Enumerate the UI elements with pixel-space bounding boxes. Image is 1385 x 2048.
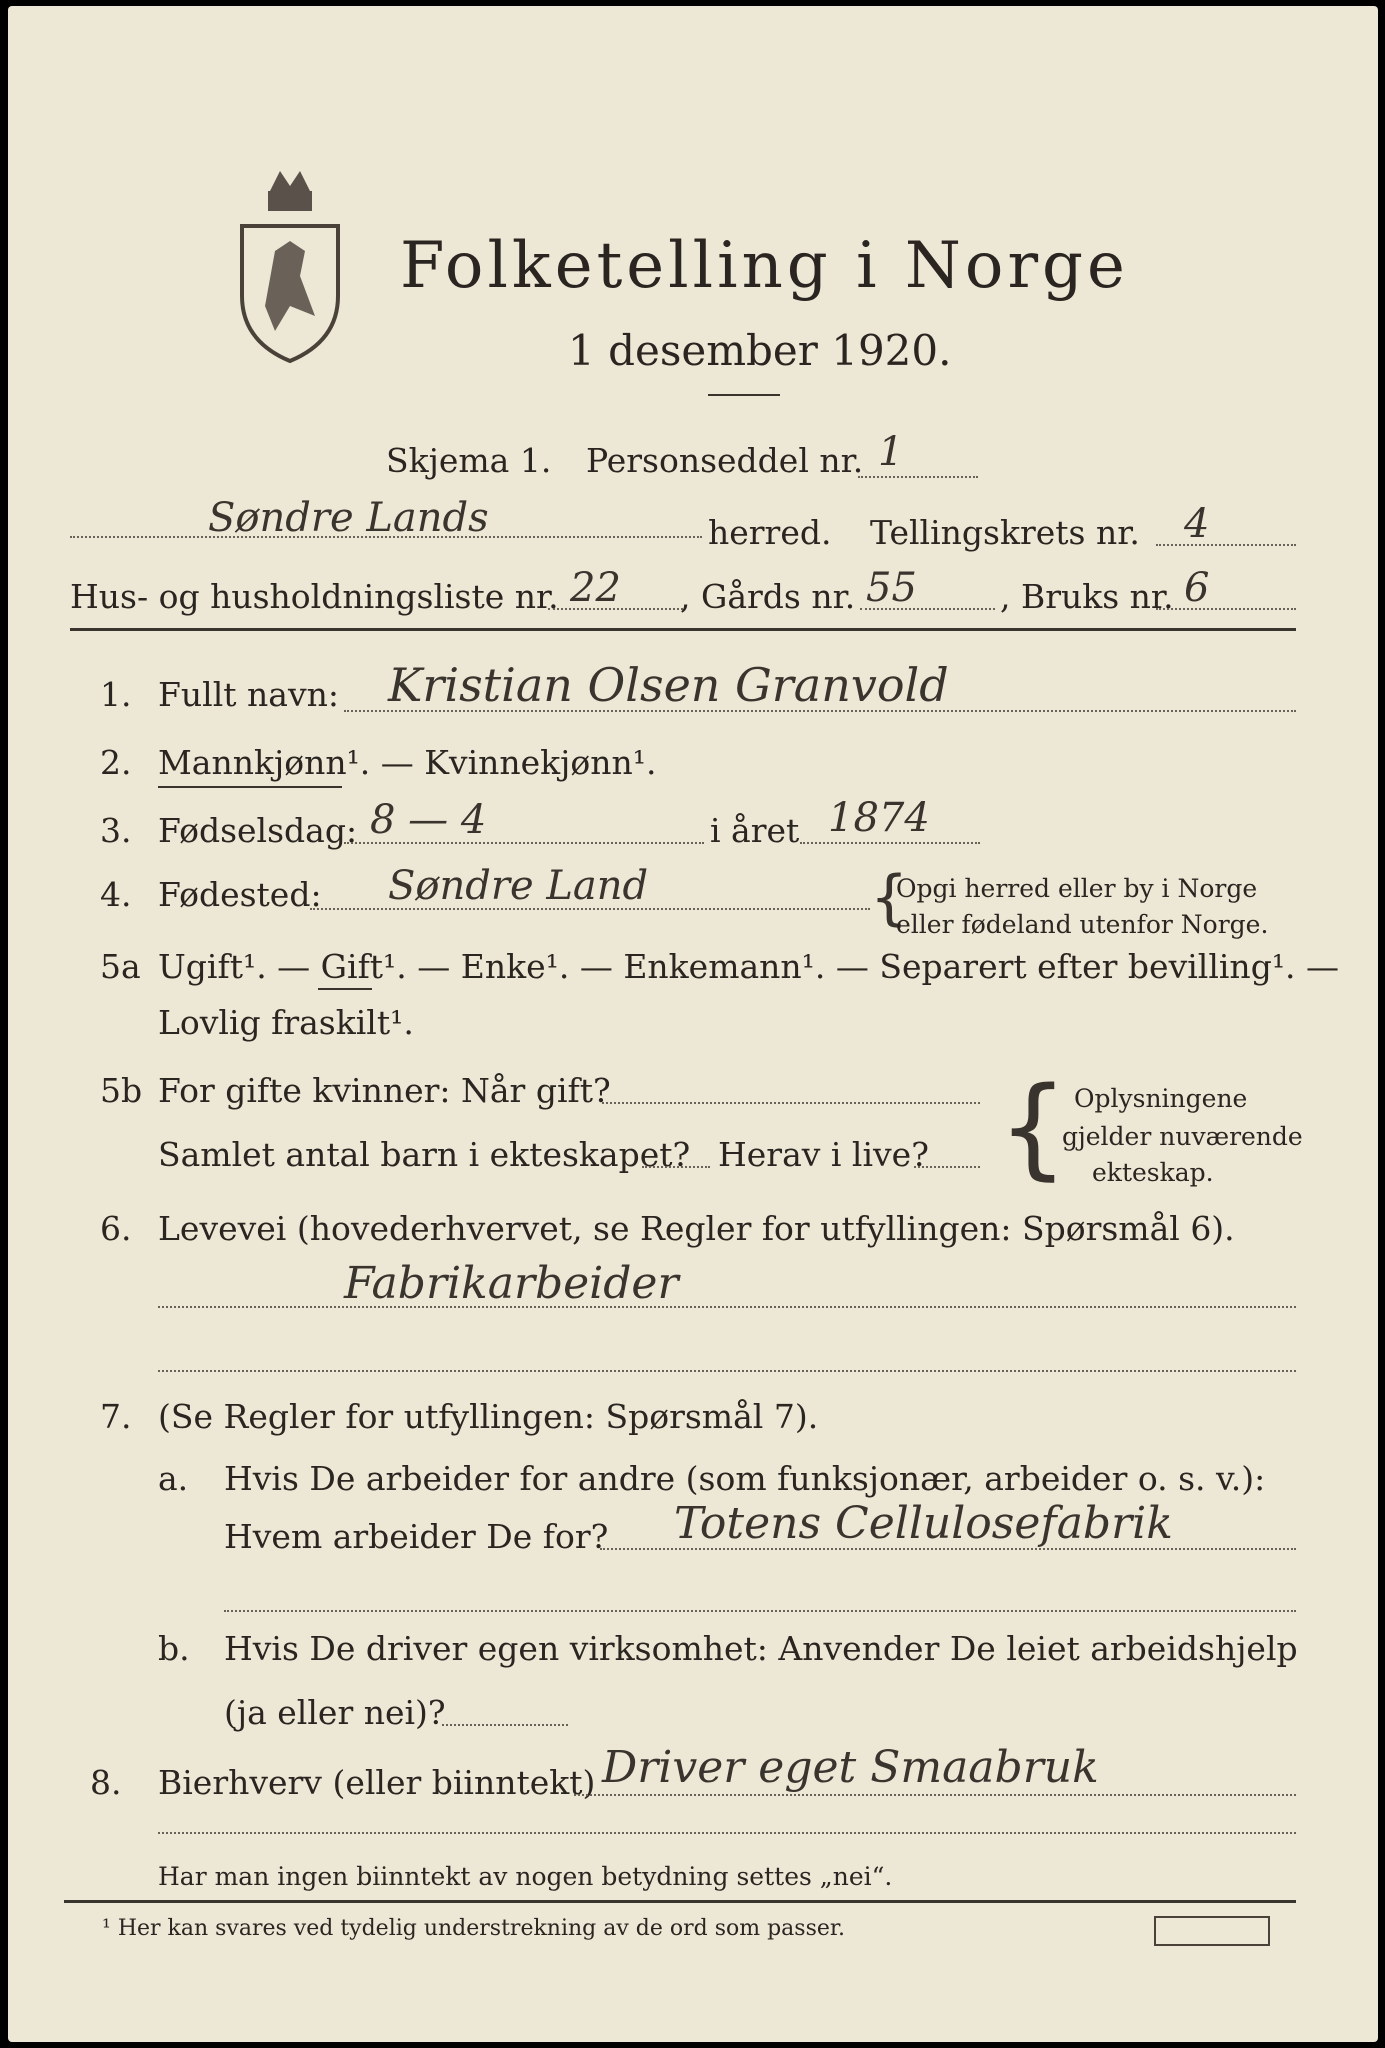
q5b-line-2b: Herav i live? <box>718 1135 929 1174</box>
q5a-line-2: Lovlig fraskilt¹. <box>158 1003 414 1042</box>
bruks-line <box>1156 608 1296 610</box>
q6-value: Fabrikarbeider <box>344 1258 679 1309</box>
q4-brace: { <box>870 863 909 933</box>
q2-number: 2. <box>100 743 132 782</box>
q4-number: 4. <box>100 875 132 914</box>
personseddel-line <box>858 476 978 478</box>
printer-stamp-icon <box>1154 1916 1270 1946</box>
q7b-number: b. <box>158 1629 190 1668</box>
q8-line-2 <box>158 1832 1296 1834</box>
q8-value: Driver eget Smaabruk <box>602 1742 1099 1793</box>
skjema-label: Skjema 1. <box>386 441 552 480</box>
q1-value: Kristian Olsen Granvold <box>388 658 949 712</box>
q7a-value: Totens Cellulosefabrik <box>674 1498 1173 1549</box>
q5b-note-2: gjelder nuværende <box>1062 1122 1303 1151</box>
hus-value: 22 <box>570 565 621 611</box>
gards-label: , Gårds nr. <box>680 577 856 616</box>
q1-label: Fullt navn: <box>158 675 339 714</box>
q3-label: Fødselsdag: <box>158 811 358 850</box>
footer-note: Har man ingen biinntekt av nogen betydning settes „nei“. <box>158 1862 893 1891</box>
q7b-line-2: (ja eller nei)? <box>224 1693 446 1732</box>
q5b-line-2a: Samlet antal barn i ekteskapet? <box>158 1135 691 1174</box>
q3-value: 8 — 4 <box>370 797 487 843</box>
header-divider <box>70 628 1296 631</box>
footer-divider <box>64 1900 1296 1903</box>
q7b-line-2-fill <box>442 1724 568 1726</box>
bruks-value: 6 <box>1184 565 1210 611</box>
q5b-line-2b-fill <box>914 1166 980 1168</box>
q4-note-2: eller fødeland utenfor Norge. <box>896 910 1269 939</box>
form-date: 1 desember 1920. <box>568 326 952 375</box>
q2-text: Mannkjønn¹. — Kvinnekjønn¹. <box>158 743 657 782</box>
title-divider <box>708 394 780 396</box>
q7a-line-1: Hvis De arbeider for andre (som funksjonær, arbeider o. s. v.): <box>224 1459 1266 1498</box>
q8-number: 8. <box>90 1763 122 1802</box>
q3-number: 3. <box>100 811 132 850</box>
footnote: ¹ Her kan svares ved tydelig understrekning av de ord som passer. <box>102 1916 845 1941</box>
q6-number: 6. <box>100 1209 132 1248</box>
q7a-number: a. <box>158 1459 189 1498</box>
q3-year-value: 1874 <box>828 795 930 841</box>
norwegian-coat-of-arms-icon <box>230 156 350 366</box>
q6-line-1 <box>158 1306 1296 1308</box>
q7a-line-3 <box>224 1610 1296 1612</box>
q7a-line-2: Hvem arbeider De for? <box>224 1517 609 1556</box>
q6-line-2 <box>158 1370 1296 1372</box>
tellingskrets-label: Tellingskrets nr. <box>870 513 1140 552</box>
q7-label: (Se Regler for utfyllingen: Spørsmål 7). <box>158 1397 819 1436</box>
hus-label: Hus- og husholdningsliste nr. <box>70 577 559 616</box>
q5b-note-3: ekteskap. <box>1092 1158 1214 1187</box>
q5b-brace: { <box>998 1063 1068 1191</box>
q5b-line-1: For gifte kvinner: Når gift? <box>158 1071 611 1110</box>
q1-number: 1. <box>100 675 132 714</box>
q4-value: Søndre Land <box>388 863 649 909</box>
gards-value: 55 <box>866 565 917 611</box>
q7b-line-1: Hvis De driver egen virksomhet: Anvender De leiet arbeidshjelp <box>224 1629 1298 1668</box>
q3-year-line <box>800 842 980 844</box>
personseddel-value: 1 <box>878 429 904 475</box>
q5a-underline <box>318 988 372 990</box>
q2-underline <box>158 786 342 788</box>
q4-note-1: Opgi herred eller by i Norge <box>896 874 1258 903</box>
form-title: Folketelling i Norge <box>400 229 1129 303</box>
q6-label: Levevei (hovederhvervet, se Regler for utfyllingen: Spørsmål 6). <box>158 1209 1235 1248</box>
q5b-note-1: Oplysningene <box>1074 1084 1248 1113</box>
q5b-line-2a-fill <box>642 1166 710 1168</box>
tellingskrets-value: 4 <box>1184 501 1210 547</box>
census-form <box>8 6 1378 2042</box>
bruks-label: , Bruks nr. <box>1000 577 1174 616</box>
personseddel-label: Personseddel nr. <box>586 441 864 480</box>
tellingskrets-line <box>1156 544 1296 546</box>
q8-label: Bierhverv (eller biinntekt) <box>158 1763 596 1802</box>
herred-value: Søndre Lands <box>208 495 489 541</box>
herred-label: herred. <box>708 513 832 552</box>
q8-line-1 <box>574 1794 1296 1796</box>
q5b-number: 5b <box>100 1071 143 1110</box>
q5b-line-1-fill <box>602 1102 980 1104</box>
q4-label: Fødested: <box>158 875 322 914</box>
q3-year-label: i året <box>710 811 800 850</box>
q5a-line-1: Ugift¹. — Gift¹. — Enke¹. — Enkemann¹. — Separert efter bevilling¹. — <box>158 947 1340 986</box>
q7-number: 7. <box>100 1397 132 1436</box>
q5a-number: 5a <box>100 947 141 986</box>
